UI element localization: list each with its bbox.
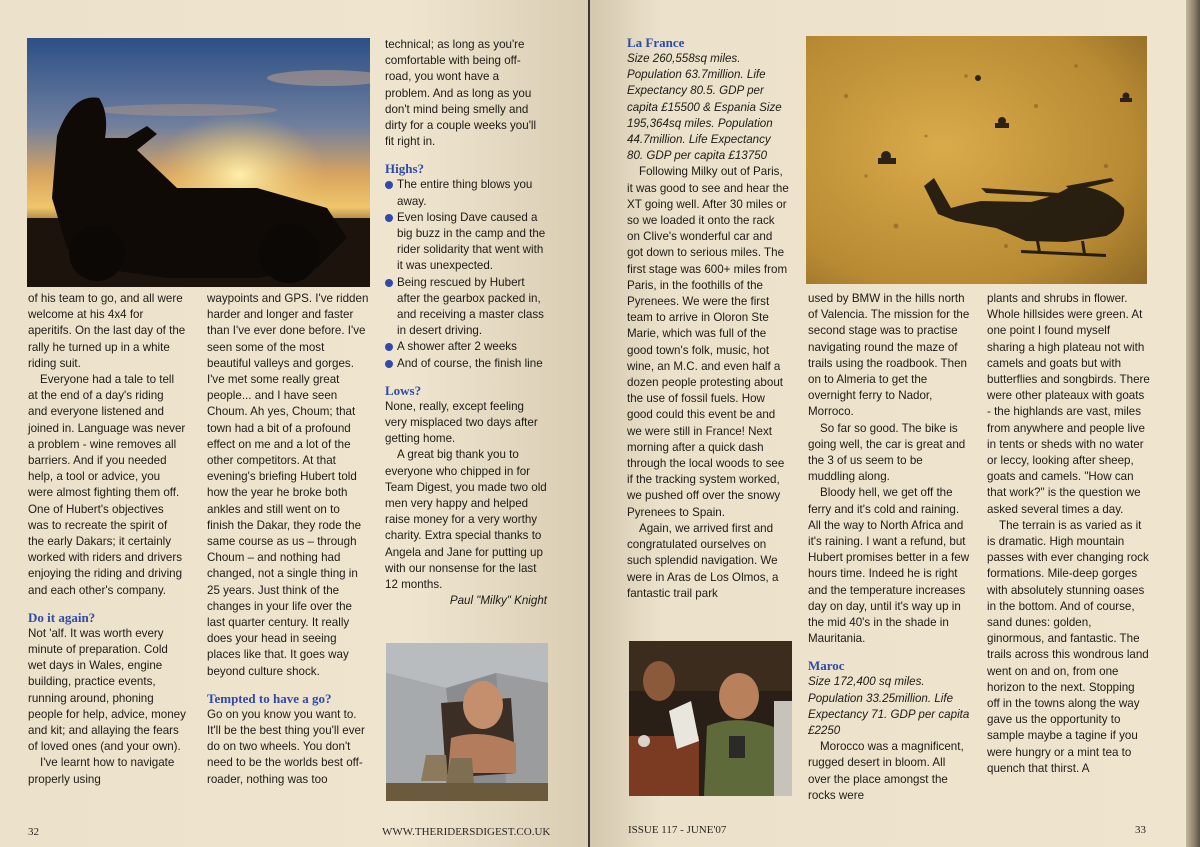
highs-list-item: Being rescued by Hubert after the gearbox packed in, and receiving a master class in desert driving. [385,275,547,340]
article-paragraph: Bloody hell, we get off the ferry and it's cold and raining. All the way to North Africa and it's raining. I want a refund, but Hubert promises better in a few hours time. Indeed he is right and the temperature increases day on day, until it's way up in the mid 40's in the shade in Mauritania. [808,486,970,646]
right-column-3 [987,291,1150,777]
article-paragraph: plants and shrubs in flower. Whole hillsides were green. At one point I found myself sharing a high plateau not with camels and goats but with butterflies and songbirds. There were other plateaux with goats - the highlands are vast, miles from anywhere and people live in tents or sheds with no water or leccy, looking after sheep, goats and camels. "How can that work?" is the question we asked several times a day. [987,292,1150,516]
sunset-rider-photo [27,38,370,287]
article-paragraph: None, really, except feeling very misplaced two days after getting home. [385,399,538,446]
right-page [590,0,1186,847]
right-column-2 [808,291,971,804]
country-stats: Size 172,400 sq miles. Population 33.25million. Life Expectancy 71. GDP per capita £2250 [808,675,970,738]
article-paragraph: A great big thank you to everyone who chipped in for Team Digest, you made two old men very happy and helped raise money for a very worthy charity. Extra special thanks to Angela and Jane for putting up with our nonsense for the last 12 months. [385,448,547,592]
evening-meal-photo [629,641,792,796]
left-column-1 [28,291,186,788]
section-heading-la-france: La France [627,35,685,50]
page-number-left: 32 [28,826,39,838]
section-heading-highs: Highs? [385,161,425,177]
article-paragraph: The terrain is as varied as it is dramatic. High mountain passes with ever changing rock formations. Mile-deep gorges with absolutely stunning oases in the bottom. And of course, sand dunes: golden, ginormous, and fantastic. The trails across this wondrous land went on and on, from one horizon to the next. Stopping off in the towns along the way gave us the opportunity to sample maybe a tagine if you were hungry or a mint tea to quench that thirst. A [987,518,1149,775]
section-heading-maroc: Maroc [808,658,845,674]
article-paragraph: Not 'alf. It was worth every minute of preparation. Cold wet days in Wales, engine building, practice events, running around, phoning people for help, advice, money and kit; and allaying the fears of loved ones (and your own). [28,626,186,754]
section-heading-tempted: Tempted to have a go? [207,690,332,706]
rider-in-tent-photo [386,643,548,801]
left-page [0,0,588,847]
article-paragraph: used by BMW in the hills north of Valencia. The mission for the second stage was to practise navigating round the maze of trails using the roadbook. Then on to Almeria to get the overnight ferry to Nador, Morroco. [808,292,970,419]
book-edge [1186,0,1200,847]
left-column-3 [385,37,547,610]
article-paragraph: I've learnt how to navigate properly using [28,756,175,786]
page-number-right: 33 [1135,824,1146,836]
highs-list [385,177,547,371]
website-url: WWW.THERIDERSDIGEST.CO.UK [382,826,551,838]
article-paragraph: So far so good. The bike is going well, the car is great and the 3 of us seem to be muddling along. [808,421,966,484]
article-paragraph: Go on you know you want to. It'll be the best thing you'll ever do on two wheels. You don't need to be the worlds best off-roader, nothing was too [207,707,365,786]
article-paragraph: technical; as long as you're comfortable with being off-road, you wont have a problem. And as long as you don't mind being smelly and dirty for a couple weeks you'll fit right in. [385,38,537,149]
highs-list-item: Even losing Dave caused a big buzz in the camp and the rider solidarity that went with it was unexpected. [385,210,547,275]
issue-date: ISSUE 117 - JUNE'07 [628,824,727,836]
section-heading-do-it-again: Do it again? [28,609,96,625]
article-paragraph: Morocco was a magnificent, rugged desert in bloom. All over the place amongst the rocks were [808,740,964,802]
country-stats: Size 260,558sq miles. Population 63.7million. Life Expectancy 80.5. GDP per capita £15500 & Espania Size 195,364sq miles. Population 44.7million. Life Expectancy 80. GDP per capita £13750 [627,52,782,163]
highs-list-item: The entire thing blows you away. [385,177,547,209]
desert-helicopter-photo [806,36,1147,284]
article-paragraph: Again, we arrived first and congratulated ourselves on such splendid navigation. We were in Aras de Los Olmos, a fantastic trail park [627,521,779,600]
highs-list-item: A shower after 2 weeks [385,339,547,355]
author-signature: Paul "Milky" Knight [449,594,547,608]
left-column-2 [207,291,369,788]
article-paragraph: of his team to go, and all were welcome at his 4x4 for aperitifs. On the last day of the rally he turned up in a white riding suit. [28,292,186,370]
right-column-1 [627,34,789,602]
article-paragraph: Everyone had a tale to tell at the end of a day's riding and everyone listened and joined in. Language was never a problem - wine removes all barriers. And if you needed help, a tool or advice, you were almost fighting them off. One of Hubert's objectives was to recreate the spirit of the early Dakars; it certainly worked with riders and drivers enjoying the riding and driving and each other's company. [28,373,186,597]
article-paragraph: waypoints and GPS. I've ridden harder and longer and faster than I've ever done before. I've seen some of the most beautiful valleys and gorges. I've met some really great people... and I have seen Choum. Ah yes, Choum; that town had a bit of a profound effect on me and a lot of the other competitors. At that evening's briefing Hubert told how the year he broke both ankles and still went on to finish the Dakar, they rode the same course as us – through Choum – and nothing had changed, not a single thing in 25 years. Just think of the changes in your life over the last quarter century. It really does your head in seeing places like that. It goes way beyond culture shock. [207,292,369,678]
article-paragraph: Following Milky out of Paris, it was good to see and hear the XT going well. After 30 miles or so we loaded it onto the rack on Clive's wonderful car and got down to serious miles. The first stage was 600+ miles from Paris, in the foothills of the Pyrenees. We were the first team to arrive in Oloron Ste Marie, which was full of the good town's folk, music, hot wine, an M.C. and even half a dozen people protesting about the use of fossil fuels. How good could this event be and we were still in France! Next morning after a quick dash through the local woods to see if the tracking system worked, we pushed off over the snowy Pyrenees to Spain. [627,165,789,519]
section-heading-lows: Lows? [385,382,422,398]
highs-list-item: And of course, the finish line [385,356,547,372]
